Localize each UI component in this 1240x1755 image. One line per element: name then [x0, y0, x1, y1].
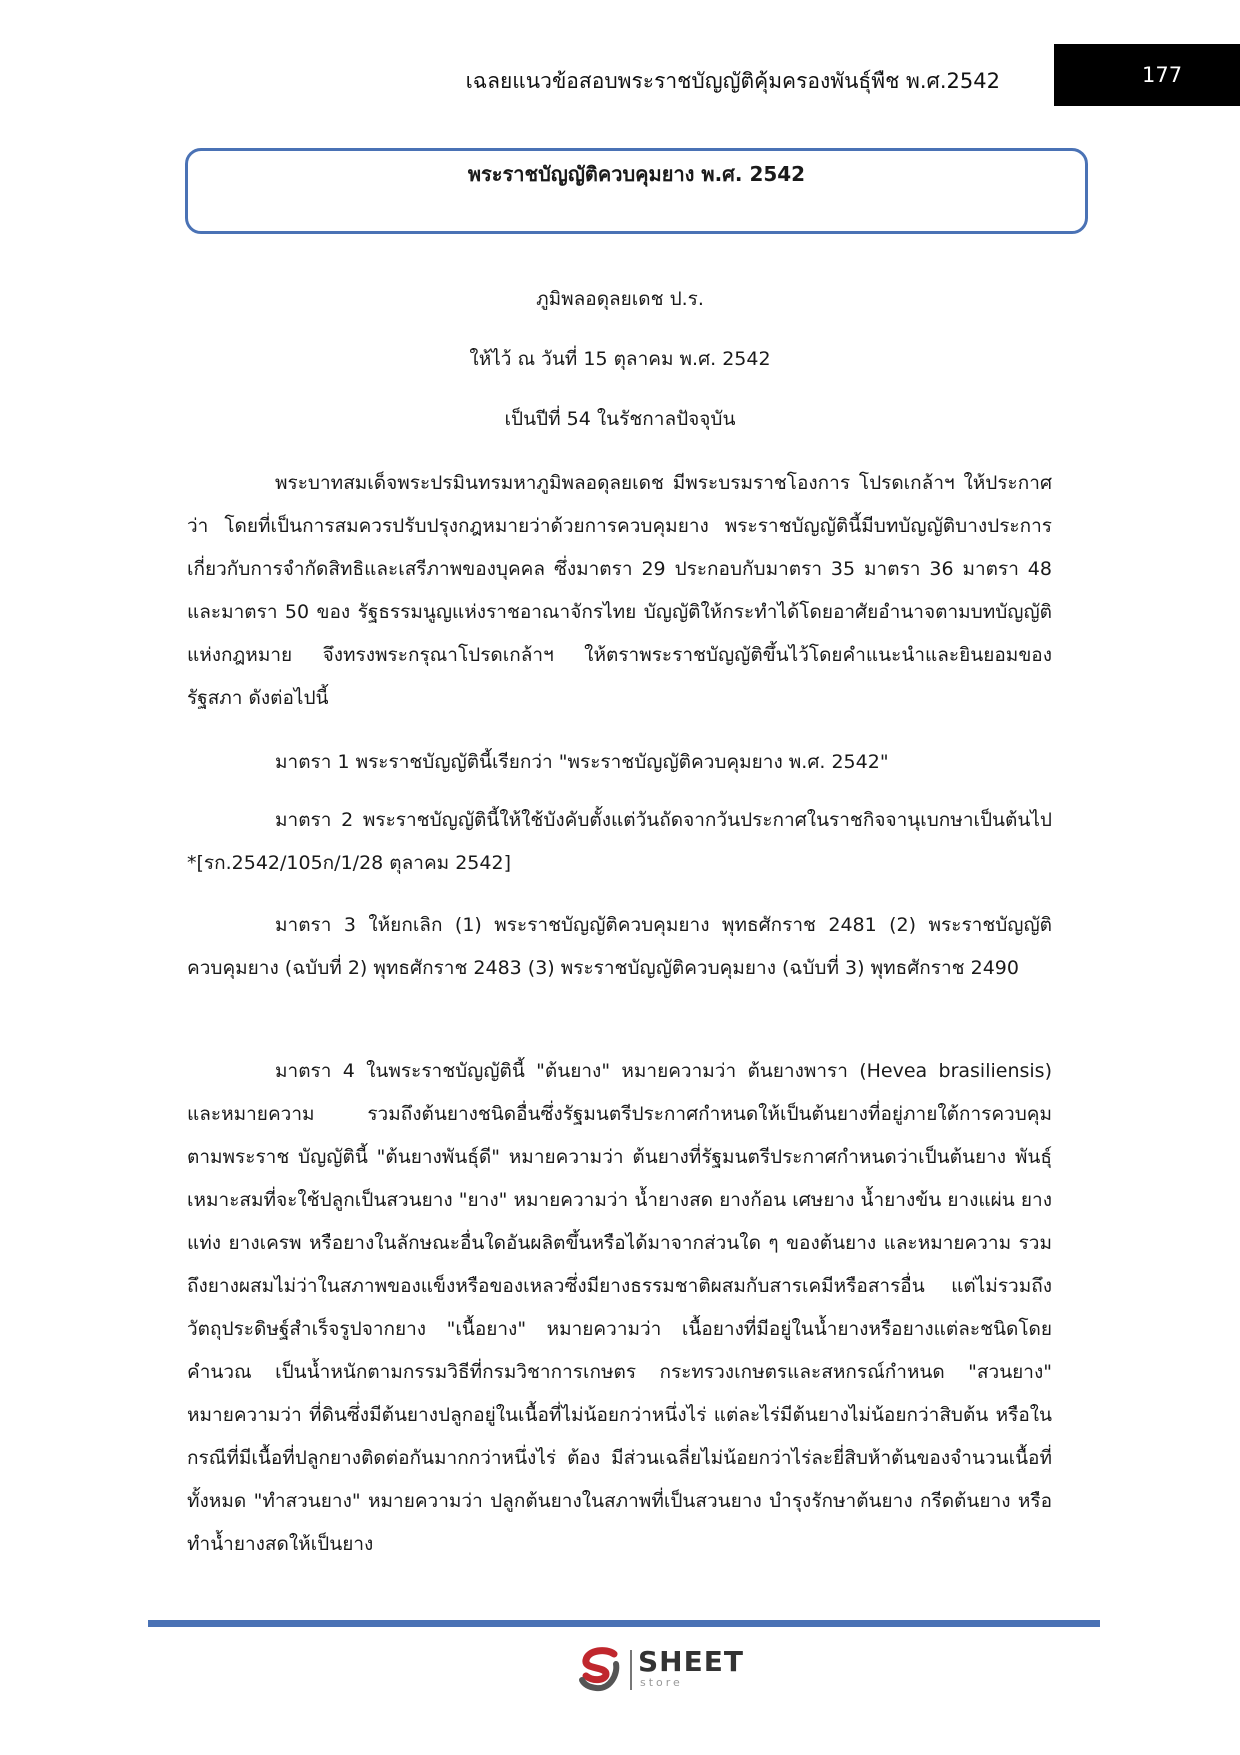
paragraph-text: มาตรา 2 พระราชบัญญัตินี้ให้ใช้บังคับตั้งแต่วันถัดจากวันประกาศในราชกิจจานุเบกษาเป็นต้นไป *[รก.2542/105ก/1/28 ตุลาคม 2542] [187, 809, 1052, 874]
section-2-paragraph [187, 799, 1052, 885]
preamble-paragraph [187, 462, 1052, 720]
paragraph-text: มาตรา 3 ให้ยกเลิก (1) พระราชบัญญัติควบคุมยาง พุทธศักราช 2481 (2) พระราชบัญญัติควบคุมยาง (ฉบับที่ 2) พุทธศักราช 2483 (3) พระราชบัญญัติควบคุมยาง (ฉบับที่ 3) พุทธศักราช 2490 [187, 914, 1052, 979]
signatory-line: ภูมิพลอดุลยเดช ป.ร. [536, 288, 704, 310]
logo-subtext: store [640, 1676, 683, 1689]
sheet-store-logo [576, 1646, 746, 1690]
paragraph-text: มาตรา 1 พระราชบัญญัตินี้เรียกว่า "พระราชบัญญัติควบคุมยาง พ.ศ. 2542" [275, 751, 889, 773]
paragraph-text: พระบาทสมเด็จพระปรมินทรมหาภูมิพลอดุลยเดช มีพระบรมราชโองการ โปรดเกล้าฯ ให้ประกาศว่า โดยที่เป็นการสมควรปรับปรุงกฎหมายว่าด้วยการควบคุมยาง พระราชบัญญัตินี้มีบทบัญญัติบางประการเกี่ยวกับการจำกัดสิทธิและเสรีภาพของบุคคล ซึ่งมาตรา 29 ประกอบกับมาตรา 35 มาตรา 36 มาตรา 48 และมาตรา 50 ของ รัฐธรรมนูญแห่งราชอาณาจักรไทย บัญญัติให้กระทำได้โดยอาศัยอำนาจตามบทบัญญัติ แห่งกฎหมาย จึงทรงพระกรุณาโปรดเกล้าฯ ให้ตราพระราชบัญญัติขึ้นไว้โดยคำแนะนำและยินยอมของรัฐสภา ดังต่อไปนี้ [187, 472, 1052, 709]
logo-divider [630, 1650, 632, 1690]
logo-wordmark: SHEET [638, 1645, 744, 1678]
given-date-line: ให้ไว้ ณ วันที่ 15 ตุลาคม พ.ศ. 2542 [469, 348, 771, 370]
footer-rule [148, 1620, 1100, 1627]
section-4-paragraph [187, 1050, 1052, 1566]
page-number-badge: 177 [1054, 44, 1240, 106]
section-3-paragraph [187, 904, 1052, 990]
running-header-title: เฉลยแนวข้อสอบพระราชบัญญัติคุ้มครองพันธุ์พืช พ.ศ.2542 [465, 69, 1000, 93]
reign-year-line: เป็นปีที่ 54 ในรัชกาลปัจจุบัน [504, 408, 736, 430]
section-1-paragraph [187, 741, 1052, 784]
sheet-store-logo-icon [576, 1646, 624, 1694]
paragraph-text: มาตรา 4 ในพระราชบัญญัตินี้ "ต้นยาง" หมายความว่า ต้นยางพารา (Hevea brasiliensis) และหมายความ รวมถึงต้นยางชนิดอื่นซึ่งรัฐมนตรีประกาศกำหนดให้เป็นต้นยางที่อยู่ภายใต้การควบคุมตามพระราช บัญญัตินี้ "ต้นยางพันธุ์ดี" หมายความว่า ต้นยางที่รัฐมนตรีประกาศกำหนดว่าเป็นต้นยาง พันธุ์เหมาะสมที่จะใช้ปลูกเป็นสวนยาง "ยาง" หมายความว่า น้ำยางสด ยางก้อน เศษยาง น้ำยางข้น ยางแผ่น ยางแท่ง ยางเครพ หรือยางในลักษณะอื่นใดอันผลิตขึ้นหรือได้มาจากส่วนใด ๆ ของต้นยาง และหมายความ รวมถึงยางผสมไม่ว่าในสภาพของแข็งหรือของเหลวซึ่งมียางธรรมชาติผสมกับสารเคมีหรือสารอื่น แต่ไม่รวมถึงวัตถุประดิษฐ์สำเร็จรูปจากยาง "เนื้อยาง" หมายความว่า เนื้อยางที่มีอยู่ในน้ำยางหรือยางแต่ละชนิดโดยคำนวณ เป็นน้ำหนักตามกรรมวิธีที่กรมวิชาการเกษตร กระทรวงเกษตรและสหกรณ์กำหนด "สวนยาง" หมายความว่า ที่ดินซึ่งมีต้นยางปลูกอยู่ในเนื้อที่ไม่น้อยกว่าหนึ่งไร่ แต่ละไร่มีต้นยางไม่น้อยกว่าสิบต้น หรือในกรณีที่มีเนื้อที่ปลูกยางติดต่อกันมากกว่าหนึ่งไร่ ต้อง มีส่วนเฉลี่ยไม่น้อยกว่าไร่ละยี่สิบห้าต้นของจำนวนเนื้อที่ทั้งหมด "ทำสวนยาง" หมายความว่า ปลูกต้นยางในสภาพที่เป็นสวนยาง บำรุงรักษาต้นยาง กรีดต้นยาง หรือทำน้ำยางสดให้เป็นยาง [187, 1060, 1052, 1555]
title-box [185, 148, 1088, 234]
document-title: พระราชบัญญัติควบคุมยาง พ.ศ. 2542 [467, 162, 806, 186]
